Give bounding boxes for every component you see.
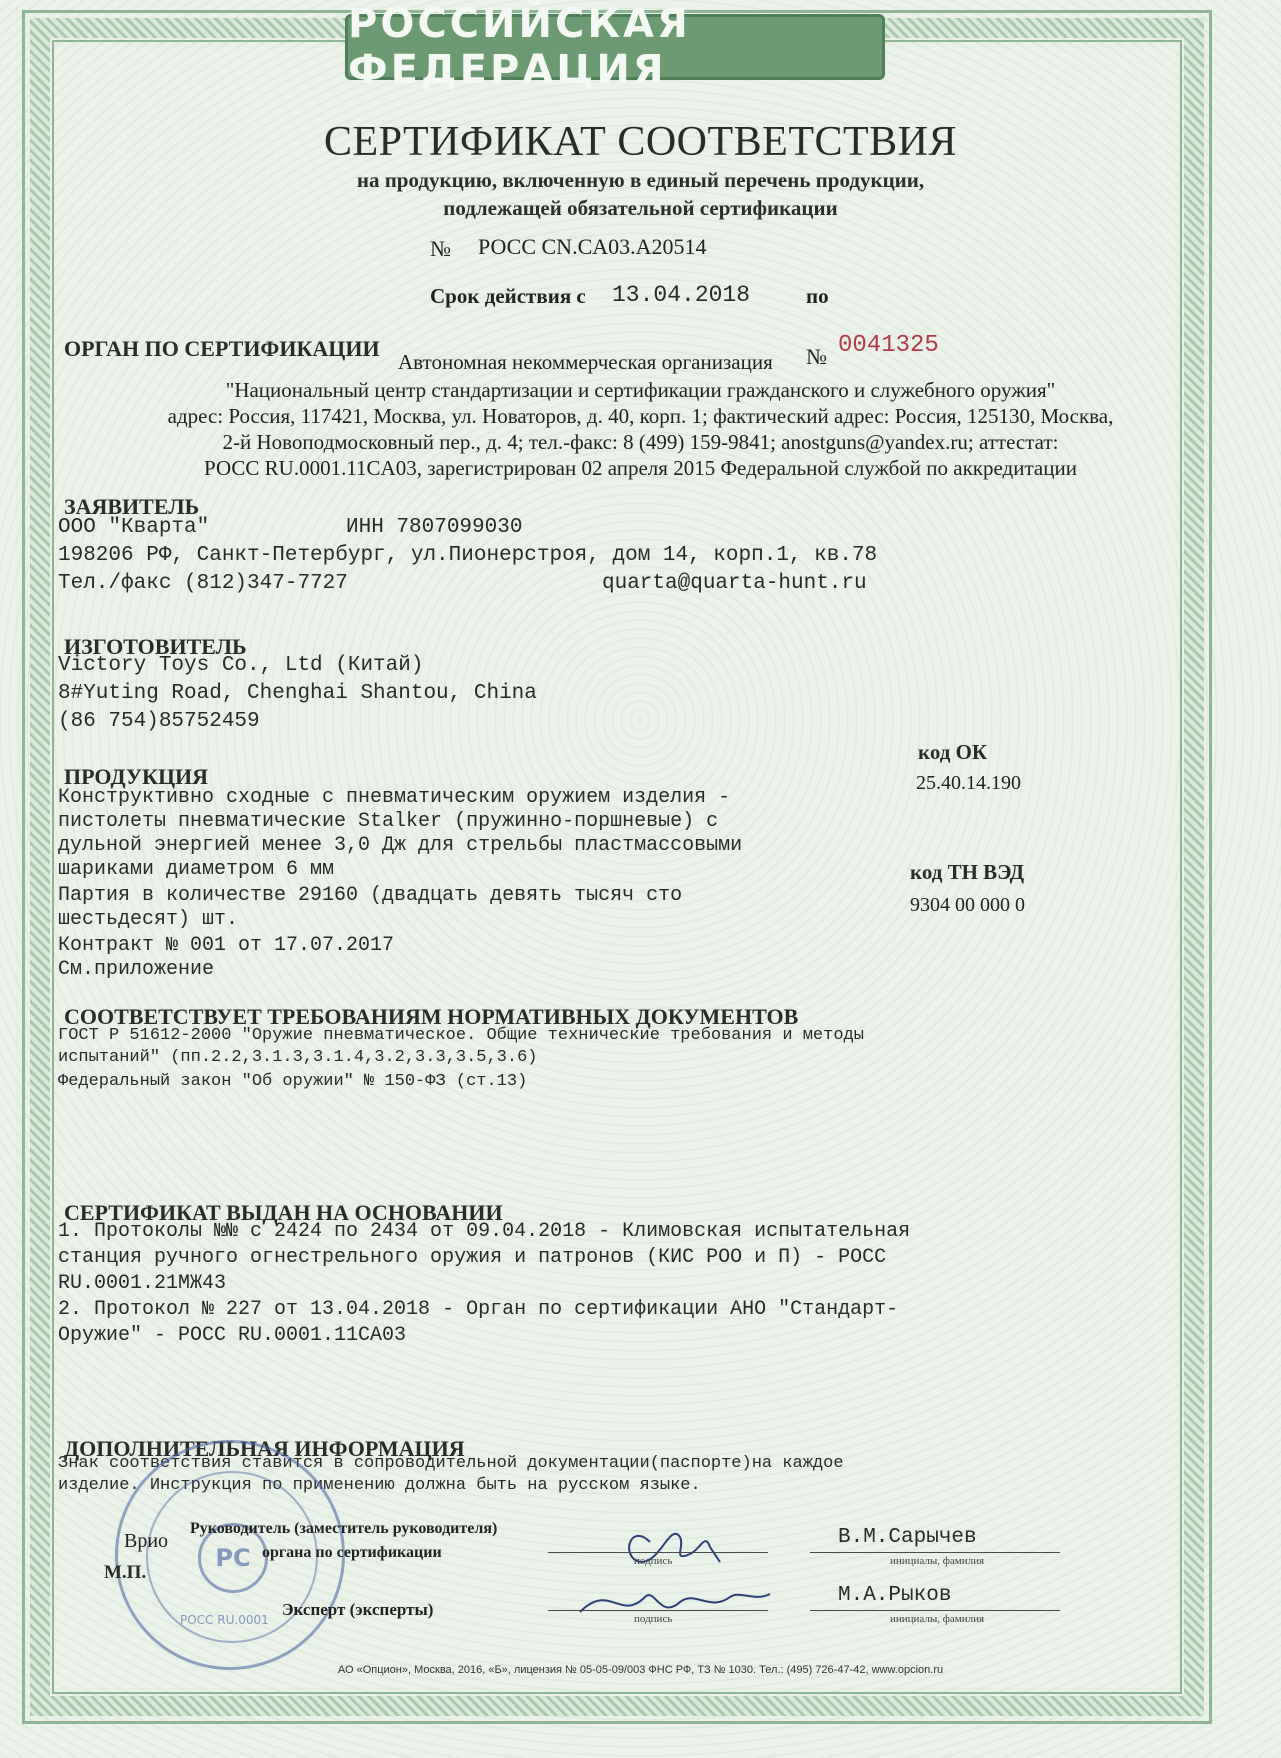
additional-line-2: изделие. Инструкция по применению должна быть на русском языке. xyxy=(58,1476,701,1495)
basis-line-5: Оружие" - РОСС RU.0001.11CA03 xyxy=(58,1324,407,1347)
product-line-4: шариками диаметром 6 мм xyxy=(58,858,335,881)
signatures-graphic xyxy=(560,1502,790,1632)
applicant-name: ООО "Кварта" xyxy=(58,516,210,539)
additional-line-1: Знак соответствия ставится в сопроводительной документации(паспорте)на каждое xyxy=(58,1454,844,1473)
head-title-line-2: органа по сертификации xyxy=(262,1544,442,1561)
requirements-line-1: ГОСТ Р 51612-2000 "Оружие пневматическое. Общие технические требования и методы xyxy=(58,1026,864,1045)
applicant-address: 198206 РФ, Санкт-Петербург, ул.Пионерстроя, дом 14, корп.1, кв.78 xyxy=(58,544,878,567)
pc-mark-icon: PC xyxy=(198,1523,268,1593)
country-banner xyxy=(345,1,885,93)
manufacturer-line-2: 8#Yuting Road, Chenghai Shantou, China xyxy=(58,682,537,705)
organ-heading: ОРГАН ПО СЕРТИФИКАЦИИ xyxy=(64,336,380,361)
expert-signature-line xyxy=(548,1610,768,1611)
organ-line-3: 2-й Новоподмосковный пер., д. 4; тел.-факс: 8 (499) 159-9841; anostguns@yandex.ru; аттестат: xyxy=(222,430,1059,454)
requirements-line-2: испытаний" (пп.2.2,3.1.3,3.1.4,3.2,3.3,3.5,3.6) xyxy=(58,1048,538,1067)
expert-name-line xyxy=(810,1610,1060,1611)
organ-line-4: РОСС RU.0001.11CA03, зарегистрирован 02 апреля 2015 Федеральной службой по аккредитации xyxy=(204,456,1077,480)
head-name-caption: инициалы, фамилия xyxy=(890,1555,985,1567)
requirements-heading: СООТВЕТСТВУЕТ ТРЕБОВАНИЯМ НОРМАТИВНЫХ ДОКУМЕНТОВ xyxy=(64,1004,799,1029)
head-name-line xyxy=(810,1552,1060,1553)
product-line-7: Контракт № 001 от 17.07.2017 xyxy=(58,934,395,957)
code-tnved-label: код ТН ВЭД xyxy=(910,860,1025,884)
product-line-2: пистолеты пневматические Stalker (пружинно-поршневые) с xyxy=(58,810,719,833)
expert-name-caption: инициалы, фамилия xyxy=(890,1613,985,1625)
country-banner-text: РОССИЙСКАЯ ФЕДЕРАЦИЯ xyxy=(348,1,691,93)
head-signature-line xyxy=(548,1552,768,1553)
applicant-phone: Тел./факс (812)347-7727 xyxy=(58,572,348,595)
printer-footer: АО «Опцион», Москва, 2016, «Б», лицензия № 05-05-09/003 ФНС РФ, ТЗ № 1030. Тел.: (495) 726-47-42, www.opcion.ru xyxy=(337,1664,944,1676)
validity-to-label: по xyxy=(806,284,829,308)
basis-line-2: станция ручного огнестрельного оружия и патронов (КИС РОО и П) - РОСС xyxy=(58,1246,887,1269)
organ-type: Автономная некоммерческая организация xyxy=(398,350,773,374)
blank-number-label: № xyxy=(806,344,827,369)
product-line-1: Конструктивно сходные с пневматическим оружием изделия - xyxy=(58,786,731,809)
applicant-email: quarta@quarta-hunt.ru xyxy=(602,572,867,595)
expert-label: Эксперт (эксперты) xyxy=(282,1600,434,1619)
code-ok-value: 25.40.14.190 xyxy=(916,772,1021,794)
product-line-8: См.приложение xyxy=(58,958,215,981)
product-line-6: шестьдесят) шт. xyxy=(58,908,239,931)
mp-label: М.П. xyxy=(104,1562,147,1583)
blank-number: 0041325 xyxy=(838,332,939,359)
subtitle-line-2: подлежащей обязательной сертификации xyxy=(443,196,838,220)
basis-heading: СЕРТИФИКАТ ВЫДАН НА ОСНОВАНИИ xyxy=(64,1200,503,1225)
subtitle-line-1: на продукцию, включенную в единый перечень продукции, xyxy=(356,168,925,192)
basis-line-3: RU.0001.21МЖ43 xyxy=(58,1272,227,1295)
manufacturer-line-3: (86 754)85752459 xyxy=(58,710,260,733)
basis-line-1: 1. Протоколы №№ с 2424 по 2434 от 09.04.2018 - Климовская испытательная xyxy=(58,1220,911,1243)
expert-name: М.А.Рыков xyxy=(838,1584,952,1607)
product-heading: ПРОДУКЦИЯ xyxy=(64,764,209,789)
head-signature-caption: подпись xyxy=(634,1555,673,1567)
head-title-line-1: Руководитель (заместитель руководителя) xyxy=(190,1520,498,1537)
certificate-number: РОСС CN.CA03.A20514 xyxy=(478,234,707,259)
product-line-3: дульной энергией менее 3,0 Дж для стрельбы пластмассовыми xyxy=(58,834,743,857)
seal-text: РОСС RU.0001 xyxy=(180,1613,269,1627)
validity-from: 13.04.2018 xyxy=(612,282,751,308)
manufacturer-heading: ИЗГОТОВИТЕЛЬ xyxy=(64,634,247,659)
manufacturer-line-1: Victory Toys Co., Ltd (Китай) xyxy=(58,654,424,677)
certificate-title: СЕРТИФИКАТ СООТВЕТСТВИЯ xyxy=(323,119,958,165)
additional-heading: ДОПОЛНИТЕЛЬНАЯ ИНФОРМАЦИЯ xyxy=(64,1436,465,1461)
validity-label: Срок действия с xyxy=(430,284,586,308)
expert-signature-caption: подпись xyxy=(634,1613,673,1625)
applicant-heading: ЗАЯВИТЕЛЬ xyxy=(64,494,200,519)
basis-line-4: 2. Протокол № 227 от 13.04.2018 - Орган по сертификации АНО "Стандарт- xyxy=(58,1298,899,1321)
head-name: В.М.Сарычев xyxy=(838,1526,977,1549)
number-label: № xyxy=(430,236,451,261)
product-line-5: Партия в количестве 29160 (двадцать девять тысяч сто xyxy=(58,884,683,907)
code-tnved-value: 9304 00 000 0 xyxy=(910,894,1025,916)
vrio-label: Врио xyxy=(124,1530,169,1552)
code-ok-label: код ОК xyxy=(918,740,988,764)
organ-line-2: адрес: Россия, 117421, Москва, ул. Новаторов, д. 40, корп. 1; фактический адрес: Россия, 125130, Москва, xyxy=(167,404,1114,428)
applicant-inn: ИНН 7807099030 xyxy=(346,516,523,539)
organ-line-1: "Национальный центр стандартизации и сертификации гражданского и служебного оружия" xyxy=(225,378,1056,402)
requirements-line-3: Федеральный закон "Об оружии" № 150-ФЗ (ст.13) xyxy=(58,1072,528,1091)
